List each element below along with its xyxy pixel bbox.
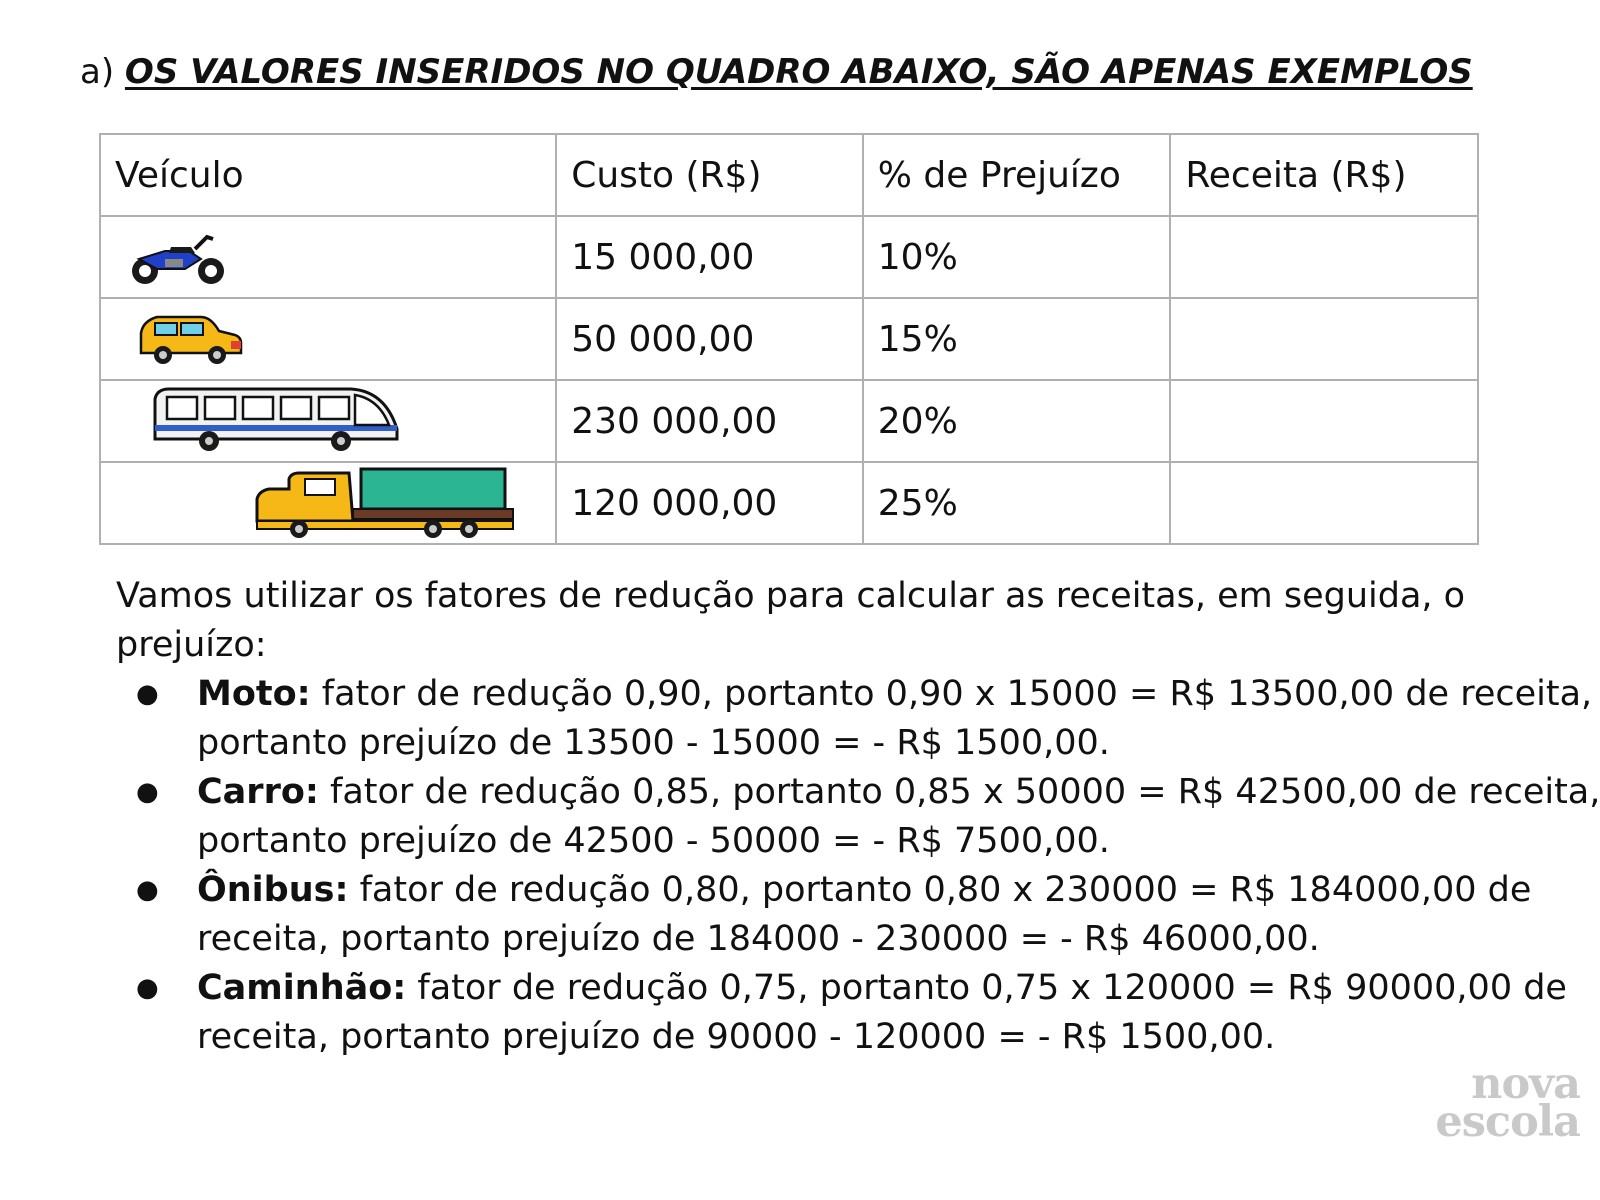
vehicle-cell xyxy=(100,298,556,380)
vehicle-cell xyxy=(100,216,556,298)
receita-cell[interactable] xyxy=(1170,462,1478,544)
explanation xyxy=(116,572,1600,1062)
calculation-list xyxy=(116,670,1600,1062)
bullet-icon: ● xyxy=(136,875,159,905)
item-text: fator de redução 0,80, portanto 0,80 x 230000 = R$ 184000,00 de receita, portanto prejuízo de 184000 - 230000 = - R$ 46000,00. xyxy=(197,870,1532,959)
header-custo: Custo (R$) xyxy=(556,134,863,216)
table-row xyxy=(100,462,1478,544)
bullet-icon: ● xyxy=(136,973,159,1003)
bus-icon xyxy=(151,385,401,455)
logo-line1: nova xyxy=(1471,1059,1580,1109)
prejuizo-cell: 15% xyxy=(863,298,1171,380)
item-text: fator de redução 0,75, portanto 0,75 x 120000 = R$ 90000,00 de receita, portanto prejuízo de 90000 - 120000 = - R$ 1500,00. xyxy=(197,968,1567,1057)
heading-prefix: a) xyxy=(80,52,115,92)
item-text: fator de redução 0,85, portanto 0,85 x 50000 = R$ 42500,00 de receita, portanto prejuízo de 42500 - 50000 = - R$ 7500,00. xyxy=(197,772,1600,861)
car-icon xyxy=(135,311,245,369)
list-item xyxy=(116,768,1600,866)
custo-cell: 120 000,00 xyxy=(556,462,863,544)
nova-escola-logo xyxy=(1420,1059,1580,1147)
custo-cell: 50 000,00 xyxy=(556,298,863,380)
vehicle-cell xyxy=(100,462,556,544)
vehicle-table xyxy=(99,133,1479,545)
custo-cell: 230 000,00 xyxy=(556,380,863,462)
receita-cell[interactable] xyxy=(1170,380,1478,462)
intro-text: Vamos utilizar os fatores de redução para calcular as receitas, em seguida, o prejuízo: xyxy=(116,576,1466,665)
item-label: Carro: xyxy=(197,772,319,812)
list-item xyxy=(116,964,1600,1062)
heading xyxy=(80,52,1473,92)
item-label: Moto: xyxy=(197,674,311,714)
header-receita: Receita (R$) xyxy=(1170,134,1478,216)
truck-icon xyxy=(253,465,518,539)
bullet-icon: ● xyxy=(136,777,159,807)
item-label: Ônibus: xyxy=(197,870,349,910)
receita-cell[interactable] xyxy=(1170,216,1478,298)
receita-cell[interactable] xyxy=(1170,298,1478,380)
heading-title: OS VALORES INSERIDOS NO QUADRO ABAIXO, SÃO APENAS EXEMPLOS xyxy=(124,52,1473,92)
list-item xyxy=(116,670,1600,768)
item-label: Caminhão: xyxy=(197,968,407,1008)
table-row xyxy=(100,216,1478,298)
item-text: fator de redução 0,90, portanto 0,90 x 15000 = R$ 13500,00 de receita, portanto prejuízo de 13500 - 15000 = - R$ 1500,00. xyxy=(197,674,1593,763)
prejuizo-cell: 20% xyxy=(863,380,1171,462)
table-row xyxy=(100,380,1478,462)
table-row xyxy=(100,298,1478,380)
custo-cell: 15 000,00 xyxy=(556,216,863,298)
header-prejuizo: % de Prejuízo xyxy=(863,134,1171,216)
prejuizo-cell: 10% xyxy=(863,216,1171,298)
bullet-icon: ● xyxy=(136,679,159,709)
list-item xyxy=(116,866,1600,964)
prejuizo-cell: 25% xyxy=(863,462,1171,544)
vehicle-cell xyxy=(100,380,556,462)
motorcycle-icon xyxy=(125,229,235,289)
table-header-row xyxy=(100,134,1478,216)
header-veiculo: Veículo xyxy=(100,134,556,216)
logo-line2: escola xyxy=(1435,1097,1580,1147)
